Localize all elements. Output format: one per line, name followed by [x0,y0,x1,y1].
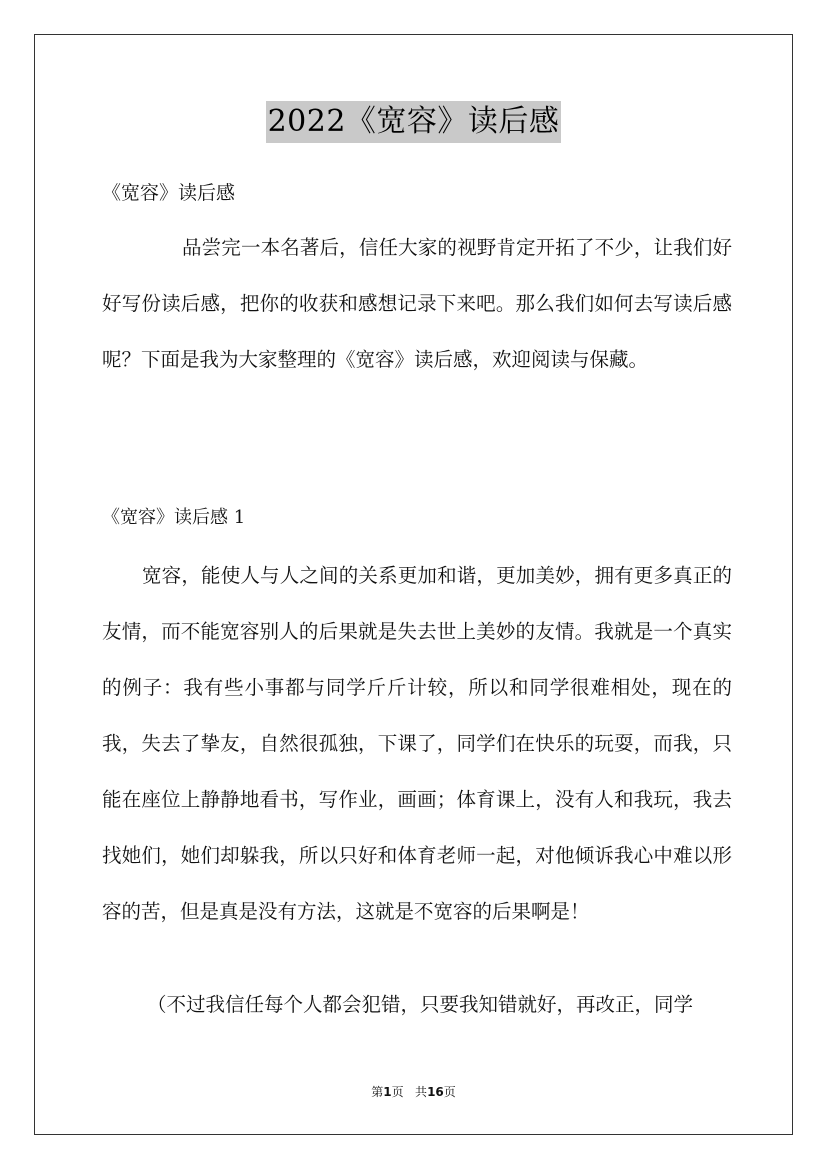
page-number: 1 [383,1085,392,1099]
total-prefix: 共 [415,1085,428,1099]
body-paragraph-1: 宽容，能使人与人之间的关系更加和谐，更加美妙，拥有更多真正的友情，而不能宽容别人的后果就是失去世上美妙的友情。我就是一个真实的例子：我有些小事都与同学斤斤计较，所以和同学很难相处，现在的我，失去了挚友，自然很孤独，下课了，同学们在快乐的玩耍，而我，只能在座位上静静地看书，写作业，画画；体育课上，没有人和我玩，我去找她们，她们却躲我，所以只好和体育老师一起，对他倾诉我心中难以形容的苦，但是真是没有方法，这就是不宽容的后果啊是！ [102,564,732,923]
total-suffix: 页 [443,1085,456,1099]
page-prefix: 第 [371,1085,384,1099]
intro-paragraph: 品尝完一本名著后，信任大家的视野肯定开拓了不少，让我们好好写份读后感，把你的收获和感想记录下来吧。那么我们如何去写读后感呢？下面是我为大家整理的《宽容》读后感，欢迎阅读与保藏。 [102,236,732,371]
section-heading: 《宽容》读后感 1 [102,507,246,528]
body-paragraph-2: （不过我信任每个人都会犯错，只要我知错就好，再改正，同学 [147,993,694,1016]
document-subtitle: 《宽容》读后感 [102,182,236,204]
title-container [0,101,827,143]
page-suffix: 页 [391,1085,404,1099]
total-pages: 16 [427,1085,444,1099]
document-title: 2022《宽容》读后感 [266,101,562,143]
page-footer [0,1082,827,1102]
